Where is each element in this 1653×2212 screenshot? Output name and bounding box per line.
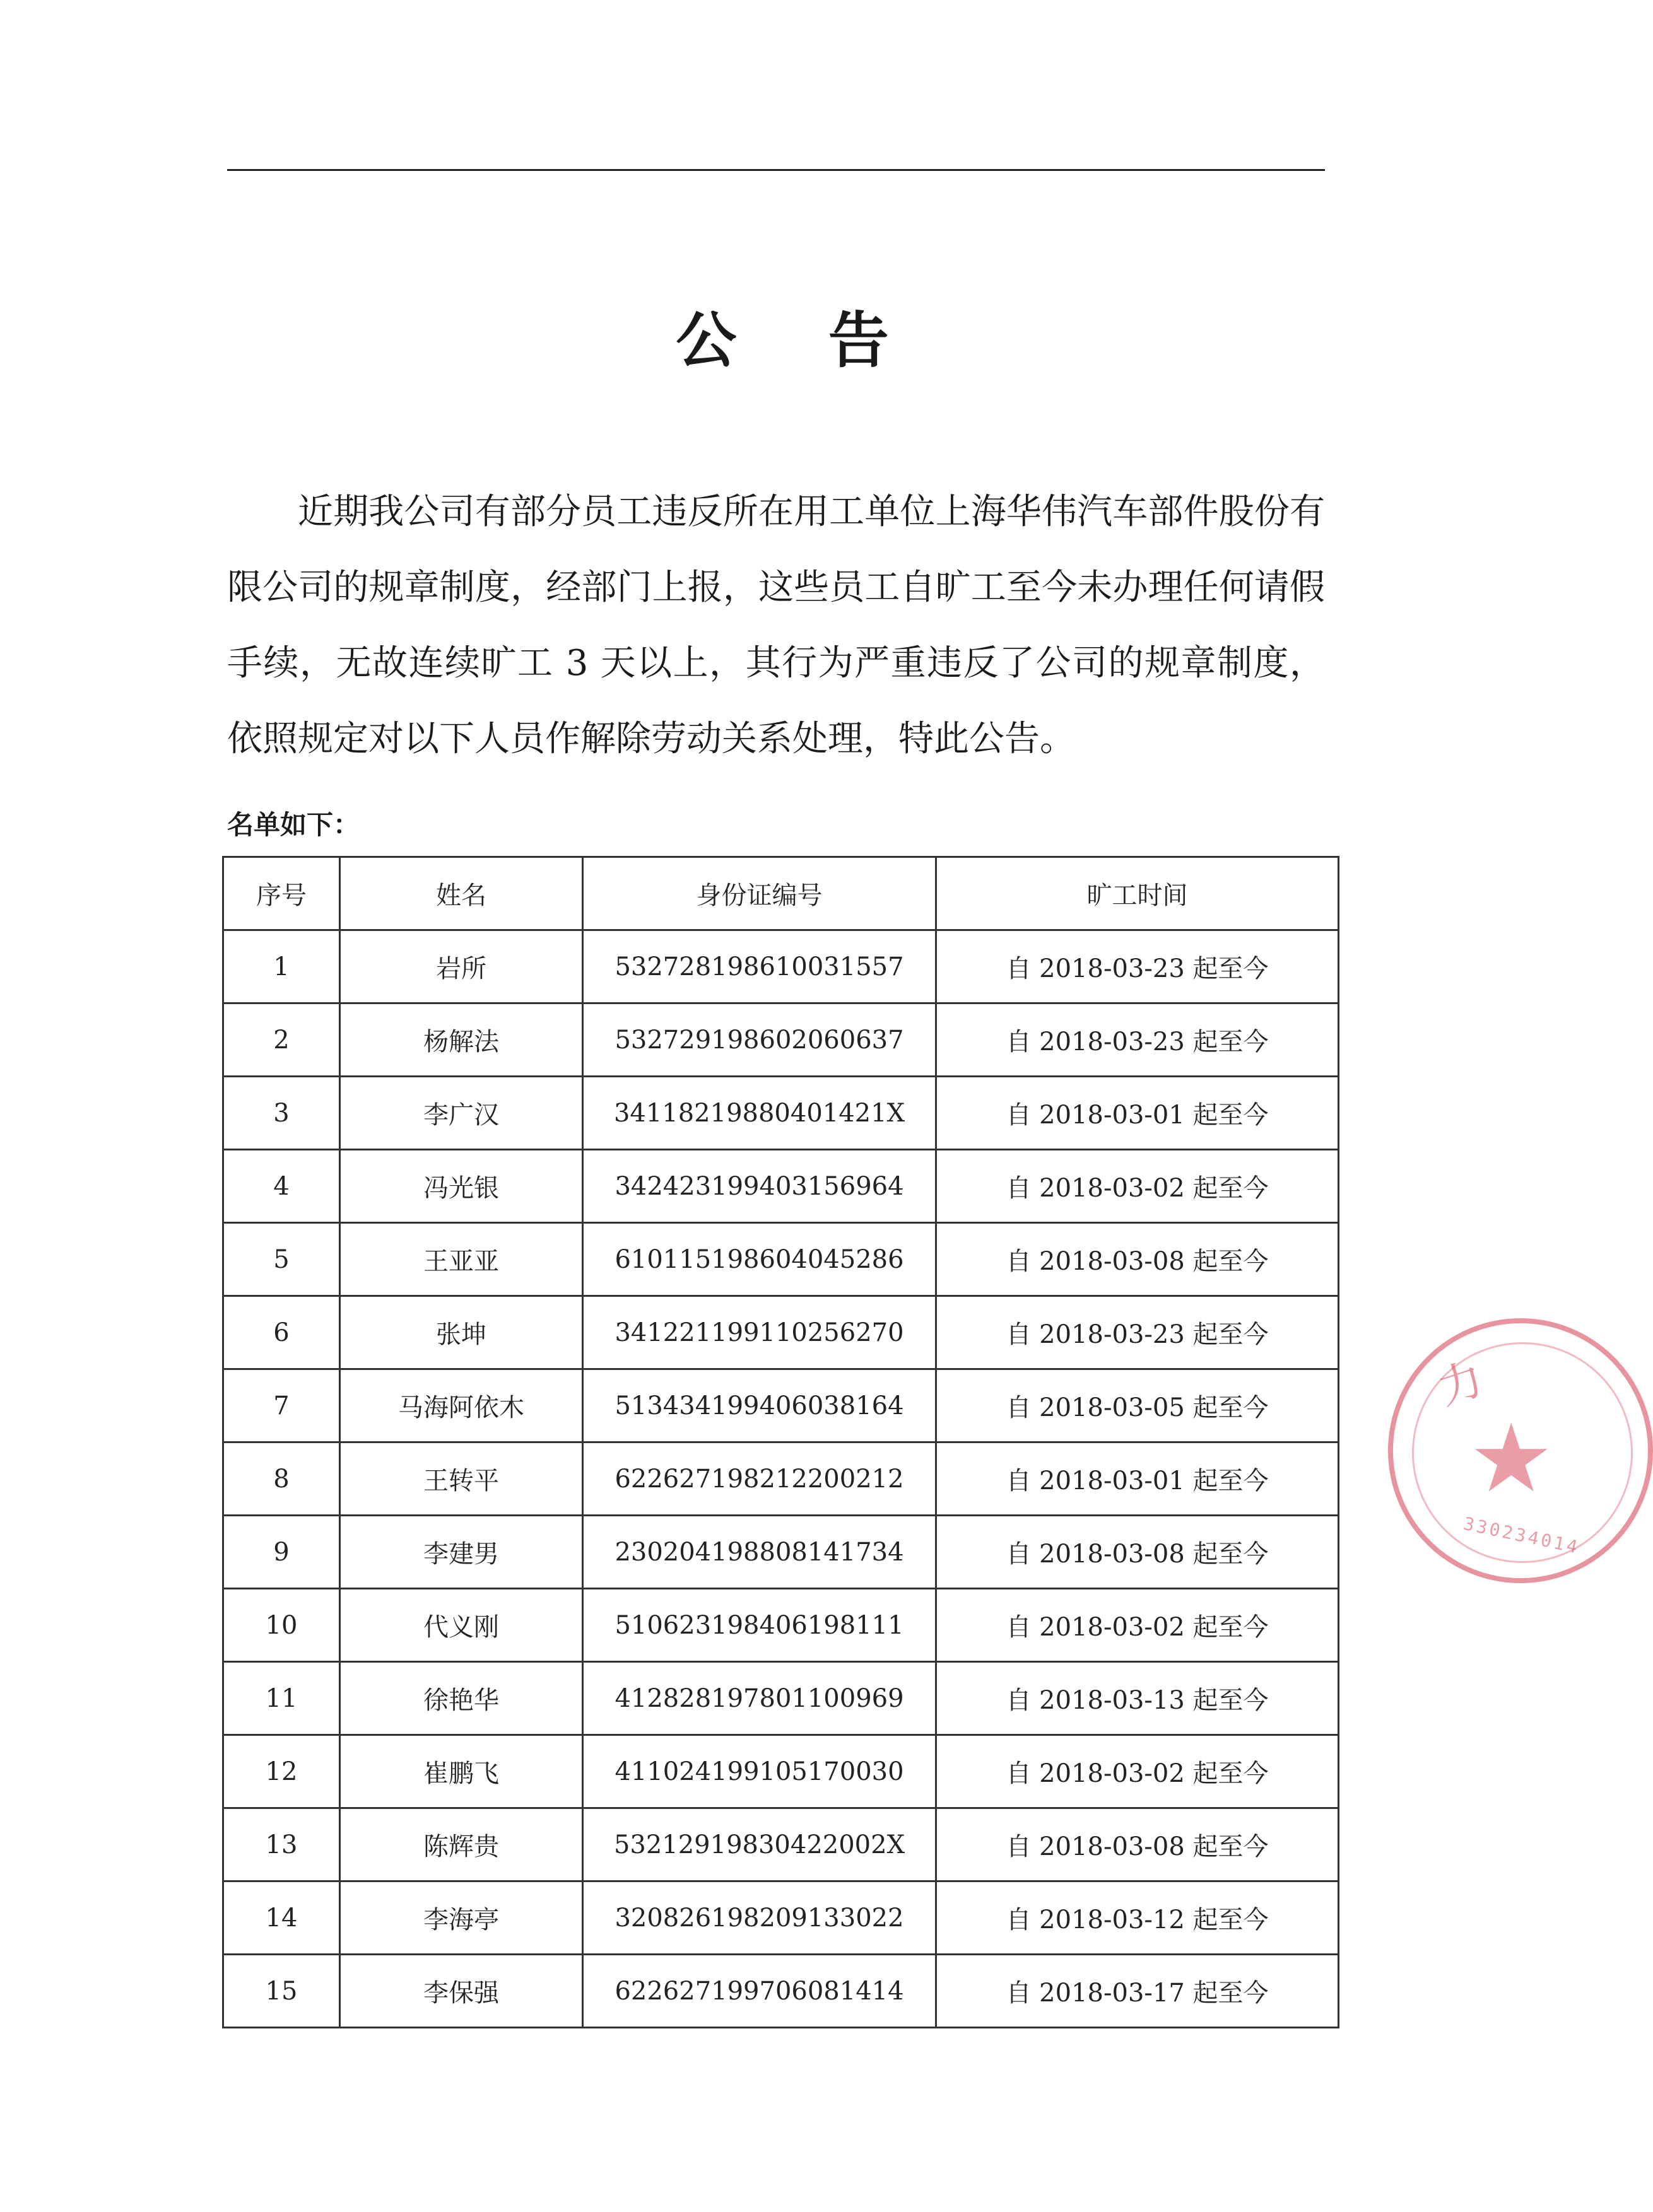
- cell-absence-period: 自 2018-03-08 起至今: [936, 1516, 1339, 1589]
- table-row: [223, 1369, 1339, 1442]
- table-row: [223, 1296, 1339, 1369]
- table-row: [223, 1516, 1339, 1589]
- notice-body: 近期我公司有部分员工违反所在用工单位上海华伟汽车部件股份有限公司的规章制度，经部门上报，这些员工自旷工至今未办理任何请假手续，无故连续旷工 3 天以上，其行为严重违反了公司的规章制度，依照规定对以下人员作解除劳动关系处理，特此公告。: [227, 491, 1325, 759]
- cell-name: 王转平: [340, 1442, 583, 1516]
- cell-name: 李广汉: [340, 1077, 583, 1150]
- cell-index: 10: [223, 1589, 340, 1662]
- cell-name: 崔鹏飞: [340, 1735, 583, 1808]
- cell-index: 13: [223, 1808, 340, 1881]
- cell-name: 张坤: [340, 1296, 583, 1369]
- cell-absence-period: 自 2018-03-17 起至今: [936, 1955, 1339, 2028]
- cell-id-number: 230204198808141734: [583, 1516, 936, 1589]
- table-row: [223, 1808, 1339, 1881]
- cell-index: 15: [223, 1955, 340, 2028]
- cell-index: 14: [223, 1881, 340, 1955]
- cell-name: 李保强: [340, 1955, 583, 2028]
- column-header-absence-period: 旷工时间: [936, 857, 1339, 930]
- cell-index: 9: [223, 1516, 340, 1589]
- cell-index: 5: [223, 1223, 340, 1296]
- cell-index: 7: [223, 1369, 340, 1442]
- cell-absence-period: 自 2018-03-13 起至今: [936, 1662, 1339, 1735]
- column-header-index: 序号: [223, 857, 340, 930]
- table-row: [223, 1077, 1339, 1150]
- roster-body: [223, 930, 1339, 2028]
- seal-code: 330234014: [1461, 1513, 1582, 1559]
- cell-index: 3: [223, 1077, 340, 1150]
- cell-name: 岩所: [340, 930, 583, 1004]
- cell-id-number: 342423199403156964: [583, 1150, 936, 1223]
- column-header-name: 姓名: [340, 857, 583, 930]
- cell-name: 杨解法: [340, 1004, 583, 1077]
- cell-absence-period: 自 2018-03-01 起至今: [936, 1077, 1339, 1150]
- company-seal: [1388, 1318, 1653, 1583]
- cell-index: 4: [223, 1150, 340, 1223]
- cell-absence-period: 自 2018-03-23 起至今: [936, 1296, 1339, 1369]
- page-title: 公 告: [676, 305, 924, 376]
- table-row: [223, 1662, 1339, 1735]
- roster-table: [222, 856, 1339, 2028]
- cell-absence-period: 自 2018-03-01 起至今: [936, 1442, 1339, 1516]
- cell-id-number: 622627199706081414: [583, 1955, 936, 2028]
- table-row: [223, 1589, 1339, 1662]
- cell-id-number: 610115198604045286: [583, 1223, 936, 1296]
- table-row: [223, 1004, 1339, 1077]
- cell-id-number: 532729198602060637: [583, 1004, 936, 1077]
- table-row: [223, 1955, 1339, 2028]
- cell-name: 王亚亚: [340, 1223, 583, 1296]
- cell-index: 8: [223, 1442, 340, 1516]
- cell-name: 马海阿依木: [340, 1369, 583, 1442]
- cell-id-number: 411024199105170030: [583, 1735, 936, 1808]
- table-row: [223, 1881, 1339, 1955]
- cell-absence-period: 自 2018-03-05 起至今: [936, 1369, 1339, 1442]
- cell-index: 6: [223, 1296, 340, 1369]
- cell-absence-period: 自 2018-03-23 起至今: [936, 930, 1339, 1004]
- cell-id-number: 412828197801100969: [583, 1662, 936, 1735]
- cell-index: 12: [223, 1735, 340, 1808]
- cell-id-number: 53212919830422002X: [583, 1808, 936, 1881]
- cell-name: 李建男: [340, 1516, 583, 1589]
- table-row: [223, 930, 1339, 1004]
- cell-absence-period: 自 2018-03-08 起至今: [936, 1808, 1339, 1881]
- cell-absence-period: 自 2018-03-02 起至今: [936, 1589, 1339, 1662]
- cell-absence-period: 自 2018-03-12 起至今: [936, 1881, 1339, 1955]
- cell-absence-period: 自 2018-03-02 起至今: [936, 1150, 1339, 1223]
- list-heading: 名单如下：: [227, 809, 360, 840]
- cell-id-number: 513434199406038164: [583, 1369, 936, 1442]
- table-row: [223, 1735, 1339, 1808]
- cell-name: 代义刚: [340, 1589, 583, 1662]
- cell-id-number: 510623198406198111: [583, 1589, 936, 1662]
- cell-id-number: 320826198209133022: [583, 1881, 936, 1955]
- column-header-id-number: 身份证编号: [583, 857, 936, 930]
- cell-name: 李海亭: [340, 1881, 583, 1955]
- cell-index: 1: [223, 930, 340, 1004]
- seal-text: 力: [1431, 1352, 1490, 1415]
- cell-index: 11: [223, 1662, 340, 1735]
- cell-id-number: 34118219880401421X: [583, 1077, 936, 1150]
- cell-absence-period: 自 2018-03-08 起至今: [936, 1223, 1339, 1296]
- table-row: [223, 1150, 1339, 1223]
- header-rule: [227, 169, 1325, 171]
- cell-id-number: 622627198212200212: [583, 1442, 936, 1516]
- cell-absence-period: 自 2018-03-23 起至今: [936, 1004, 1339, 1077]
- cell-name: 陈辉贵: [340, 1808, 583, 1881]
- cell-name: 徐艳华: [340, 1662, 583, 1735]
- seal-star-icon: ★: [1469, 1404, 1554, 1514]
- cell-id-number: 532728198610031557: [583, 930, 936, 1004]
- cell-absence-period: 自 2018-03-02 起至今: [936, 1735, 1339, 1808]
- table-header-row: [223, 857, 1339, 930]
- table-row: [223, 1223, 1339, 1296]
- table-row: [223, 1442, 1339, 1516]
- cell-name: 冯光银: [340, 1150, 583, 1223]
- cell-index: 2: [223, 1004, 340, 1077]
- cell-id-number: 341221199110256270: [583, 1296, 936, 1369]
